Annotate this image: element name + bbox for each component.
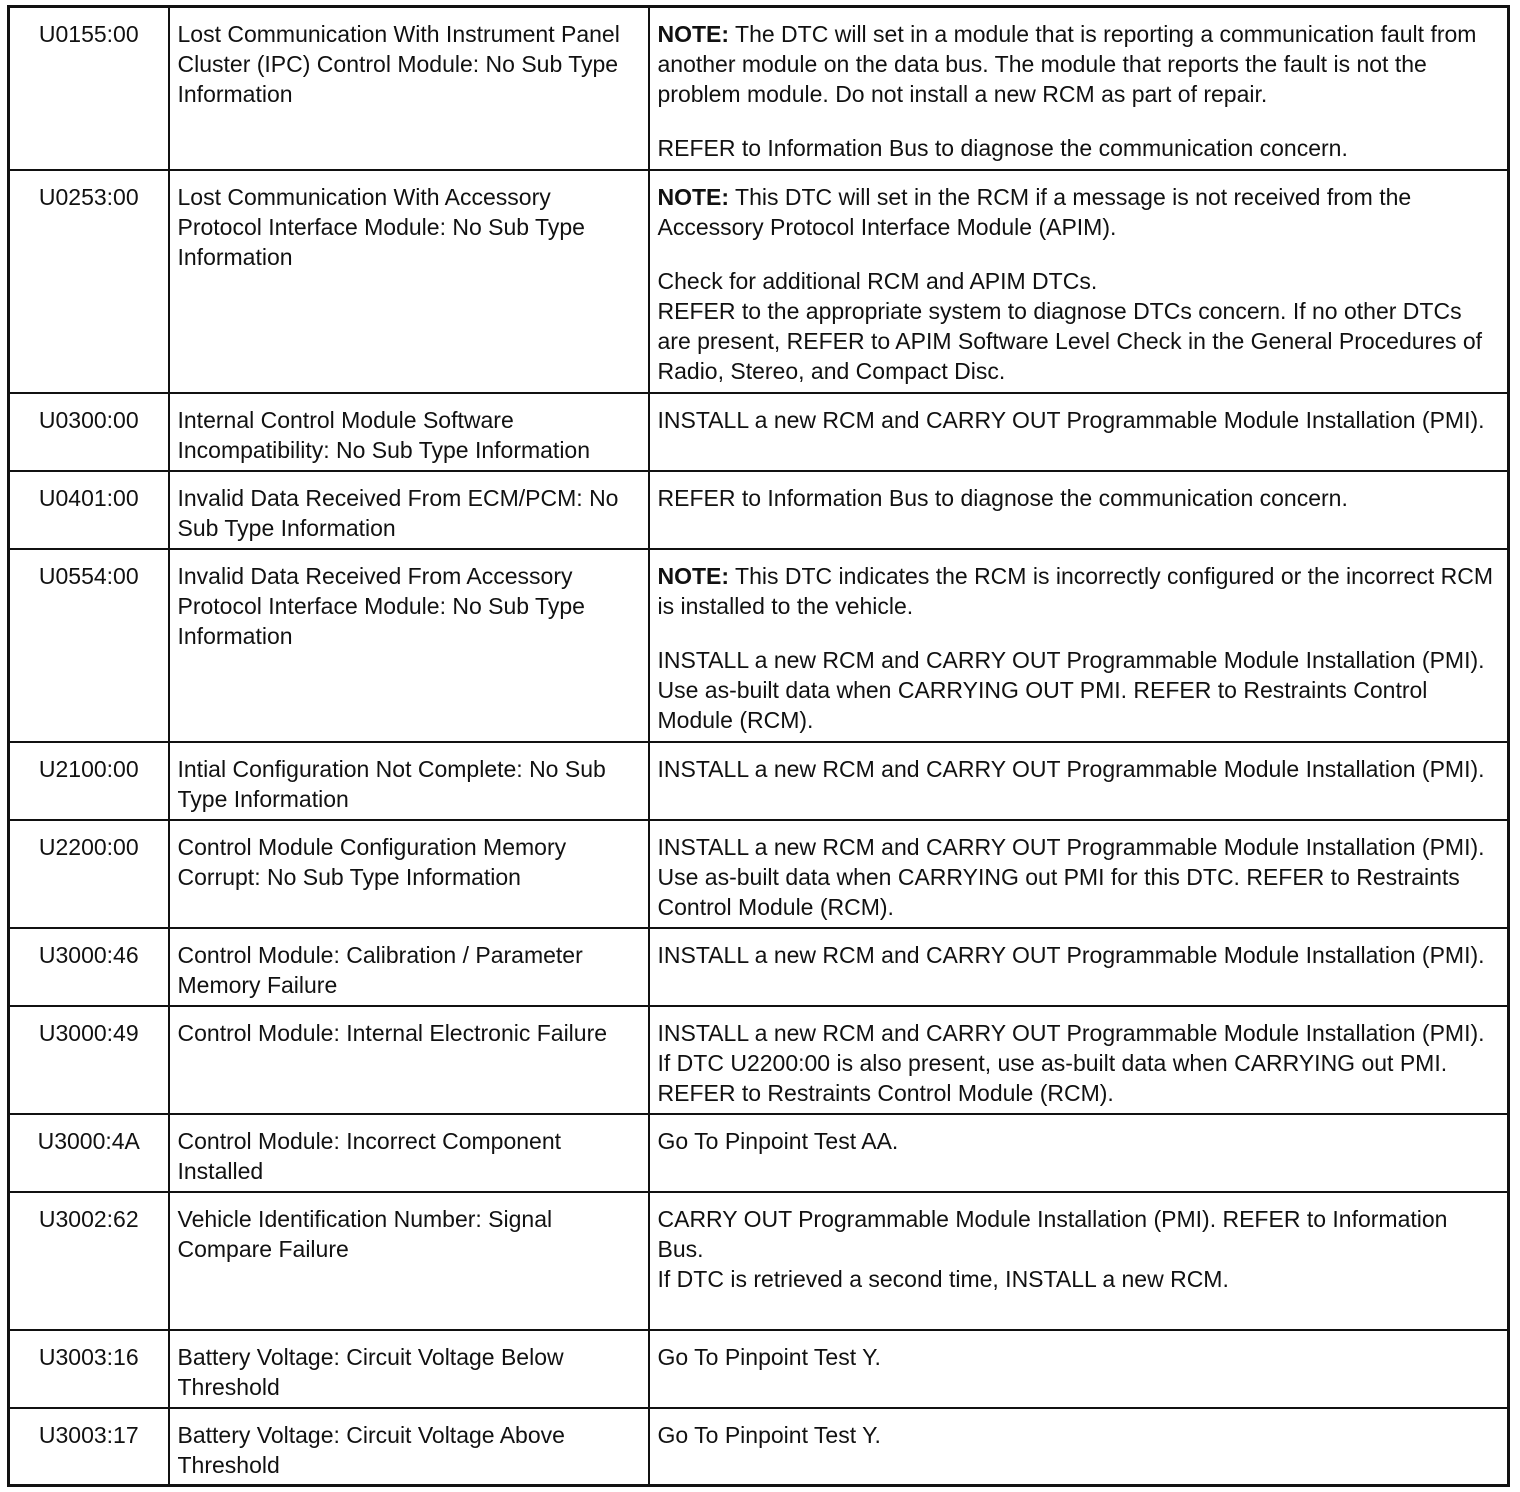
dtc-code: U0300:00	[9, 393, 169, 471]
dtc-action	[649, 820, 1509, 928]
note-label: NOTE:	[657, 562, 730, 589]
dtc-description: Invalid Data Received From Accessory Protocol Interface Module: No Sub Type Information	[169, 549, 649, 742]
table-row	[9, 471, 1509, 549]
dtc-code: U3000:46	[9, 928, 169, 1006]
action-paragraph	[658, 182, 1500, 242]
dtc-code: U0554:00	[9, 549, 169, 742]
action-paragraph: Check for additional RCM and APIM DTCs.	[657, 267, 1098, 294]
note-label: NOTE:	[657, 183, 730, 210]
dtc-description: Battery Voltage: Circuit Voltage Above Threshold	[169, 1408, 649, 1486]
dtc-code: U0401:00	[9, 471, 169, 549]
note-text: The DTC will set in a module that is reporting a communication fault from another module on the data bus. The module that reports the fault is not the problem module. Do not install a new RCM as part of repair.	[657, 21, 1477, 107]
dtc-action	[649, 1006, 1509, 1114]
action-paragraph: REFER to Information Bus to diagnose the communication concern.	[657, 484, 1348, 511]
action-paragraph: REFER to the appropriate system to diagnose DTCs concern. If no other DTCs are present, REFER to APIM Software Level Check in the General Procedures of Radio, Stereo, and Compact Disc.	[657, 297, 1483, 384]
action-paragraph: If DTC is retrieved a second time, INSTALL a new RCM.	[657, 1265, 1229, 1292]
action-paragraph: INSTALL a new RCM and CARRY OUT Programmable Module Installation (PMI). Use as-built data when CARRYING out PMI for this DTC. REFER to Restraints Control Module (RCM).	[657, 833, 1485, 920]
dtc-code: U2100:00	[9, 742, 169, 820]
action-paragraph: Go To Pinpoint Test Y.	[657, 1343, 881, 1370]
dtc-description: Vehicle Identification Number: Signal Compare Failure	[169, 1192, 649, 1330]
table-row	[9, 1006, 1509, 1114]
action-paragraph: CARRY OUT Programmable Module Installation (PMI). REFER to Information Bus.	[657, 1205, 1448, 1262]
dtc-action	[649, 549, 1509, 742]
note-text: This DTC indicates the RCM is incorrectly configured or the incorrect RCM is installed to the vehicle.	[657, 562, 1493, 619]
dtc-action	[649, 1330, 1509, 1408]
table-row	[9, 7, 1509, 170]
action-paragraph	[658, 561, 1500, 621]
dtc-action	[649, 7, 1509, 170]
table-row	[9, 1192, 1509, 1330]
dtc-code: U0253:00	[9, 170, 169, 393]
dtc-table-body	[9, 7, 1509, 1486]
note-text: This DTC will set in the RCM if a message is not received from the Accessory Protocol Interface Module (APIM).	[657, 183, 1412, 240]
dtc-description: Lost Communication With Instrument Panel Cluster (IPC) Control Module: No Sub Type Information	[169, 7, 649, 170]
dtc-action	[649, 928, 1509, 1006]
dtc-action	[649, 471, 1509, 549]
dtc-code: U3003:16	[9, 1330, 169, 1408]
table-row	[9, 170, 1509, 393]
dtc-description: Control Module Configuration Memory Corrupt: No Sub Type Information	[169, 820, 649, 928]
dtc-description: Lost Communication With Accessory Protocol Interface Module: No Sub Type Information	[169, 170, 649, 393]
action-paragraph: Go To Pinpoint Test Y.	[657, 1421, 881, 1448]
dtc-description: Control Module: Internal Electronic Failure	[169, 1006, 649, 1114]
action-paragraph: INSTALL a new RCM and CARRY OUT Programmable Module Installation (PMI). If DTC U2200:00 is also present, use as-built data when CARRYING out PMI. REFER to Restraints Control Module (RCM).	[657, 1019, 1485, 1106]
table-row	[9, 1408, 1509, 1486]
action-paragraph: INSTALL a new RCM and CARRY OUT Programmable Module Installation (PMI).	[657, 755, 1485, 782]
dtc-action	[649, 170, 1509, 393]
dtc-description: Intial Configuration Not Complete: No Sub Type Information	[169, 742, 649, 820]
action-paragraph	[658, 19, 1500, 109]
dtc-description: Control Module: Incorrect Component Installed	[169, 1114, 649, 1192]
dtc-code: U3000:49	[9, 1006, 169, 1114]
dtc-action	[649, 393, 1509, 471]
dtc-description: Control Module: Calibration / Parameter Memory Failure	[169, 928, 649, 1006]
dtc-action	[649, 1408, 1509, 1486]
dtc-description: Battery Voltage: Circuit Voltage Below Threshold	[169, 1330, 649, 1408]
dtc-code: U3000:4A	[9, 1114, 169, 1192]
dtc-description: Invalid Data Received From ECM/PCM: No Sub Type Information	[169, 471, 649, 549]
dtc-description: Internal Control Module Software Incompatibility: No Sub Type Information	[169, 393, 649, 471]
action-paragraph: REFER to Information Bus to diagnose the communication concern.	[657, 135, 1348, 161]
dtc-action	[649, 1192, 1509, 1330]
dtc-code: U0155:00	[9, 7, 169, 170]
dtc-code: U3002:62	[9, 1192, 169, 1330]
dtc-code: U2200:00	[9, 820, 169, 928]
action-paragraph: INSTALL a new RCM and CARRY OUT Programmable Module Installation (PMI).	[657, 406, 1485, 433]
dtc-action	[649, 1114, 1509, 1192]
table-row	[9, 1330, 1509, 1408]
action-paragraph: INSTALL a new RCM and CARRY OUT Programmable Module Installation (PMI). Use as-built data when CARRYING OUT PMI. REFER to Restraints Control Module (RCM).	[657, 646, 1485, 733]
table-row	[9, 820, 1509, 928]
action-paragraph: INSTALL a new RCM and CARRY OUT Programmable Module Installation (PMI).	[657, 941, 1485, 968]
table-row	[9, 1114, 1509, 1192]
table-row	[9, 393, 1509, 471]
dtc-code: U3003:17	[9, 1408, 169, 1486]
dtc-table	[7, 5, 1510, 1487]
dtc-action	[649, 742, 1509, 820]
table-row	[9, 928, 1509, 1006]
table-row	[9, 742, 1509, 820]
action-paragraph: Go To Pinpoint Test AA.	[657, 1127, 899, 1154]
note-label: NOTE:	[657, 21, 730, 47]
table-row	[9, 549, 1509, 742]
